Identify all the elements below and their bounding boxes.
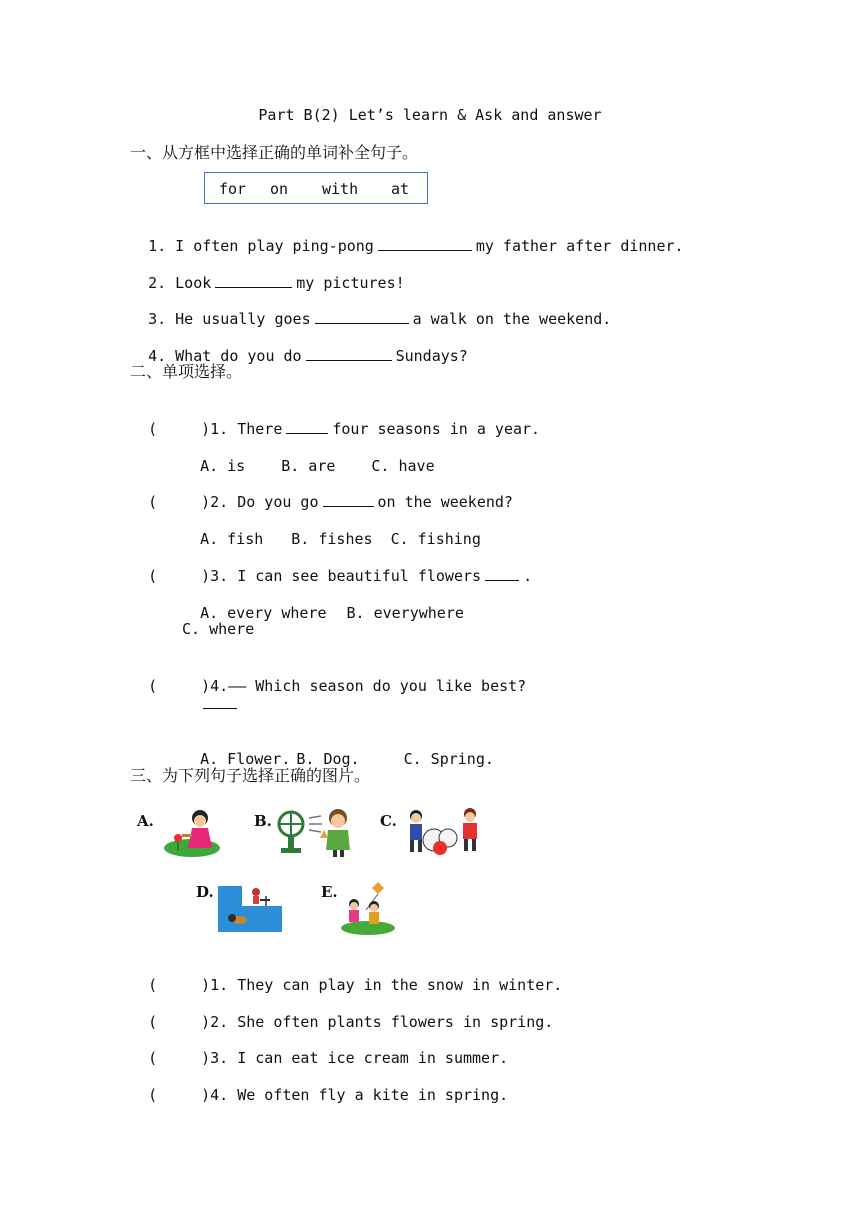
fill-item-1: 1. I often play ping-pong my father after dinner. — [148, 237, 684, 255]
answer-blank[interactable] — [306, 346, 392, 361]
match-question-2: ( )2. She often plants flowers in spring. — [148, 1013, 554, 1031]
word-option: with — [322, 180, 359, 198]
answer-blank — [485, 566, 519, 581]
picture-label-d: D. — [196, 883, 214, 901]
fill-item-3: 3. He usually goes a walk on the weekend. — [148, 310, 612, 328]
swimming-pool-picture — [218, 884, 282, 932]
answer-paren[interactable]: ( — [148, 1086, 158, 1104]
children-snow-picture — [404, 804, 486, 858]
answer-paren[interactable]: ( — [148, 567, 158, 585]
girl-planting-flowers-picture — [162, 804, 222, 860]
options-3: A. every where B. everywhere — [200, 604, 464, 622]
answer-blank[interactable] — [378, 236, 472, 251]
choice-question-3: ( )3. I can see beautiful flowers . — [148, 567, 533, 585]
answer-paren[interactable]: ( — [148, 1049, 158, 1067]
options-3-line2: C. where — [182, 620, 255, 638]
picture-label-a: A. — [137, 812, 154, 830]
match-question-4: ( )4. We often fly a kite in spring. — [148, 1086, 509, 1104]
match-question-3: ( )3. I can eat ice cream in summer. — [148, 1049, 509, 1067]
answer-blank — [323, 492, 374, 507]
answer-paren[interactable]: ( — [148, 976, 158, 994]
fan-ice-cream-picture — [276, 804, 356, 858]
answer-paren[interactable]: ( — [148, 1013, 158, 1031]
fill-item-2: 2. Look my pictures! — [148, 274, 405, 292]
fill-item-4: 4. What do you do Sundays? — [148, 347, 468, 365]
options-4: A. Flower. B. Dog. C. Spring. — [200, 750, 494, 768]
picture-label-c: C. — [380, 812, 397, 830]
answer-blank[interactable] — [215, 273, 292, 288]
answer-blank — [286, 419, 328, 434]
word-option: for — [219, 180, 247, 198]
answer-blank — [203, 708, 237, 709]
answer-paren[interactable]: ( — [148, 493, 158, 511]
page-title: Part B(2) Let’s learn & Ask and answer — [258, 106, 602, 124]
answer-blank[interactable] — [315, 309, 409, 324]
picture-label-e: E. — [321, 883, 338, 901]
choice-question-2: ( )2. Do you go on the weekend? — [148, 493, 513, 511]
section3-heading: 三、为下列句子选择正确的图片。 — [130, 766, 371, 785]
options-1: A. is B. are C. have — [200, 457, 435, 475]
answer-paren[interactable]: ( — [148, 420, 158, 438]
picture-label-b: B. — [254, 812, 272, 830]
word-option: on — [270, 180, 289, 198]
options-2: A. fish B. fishes C. fishing — [200, 530, 481, 548]
word-box — [204, 172, 428, 204]
choice-question-4: ( )4.—— Which season do you like best? — [148, 677, 527, 695]
match-question-1: ( )1. They can play in the snow in winter. — [148, 976, 563, 994]
flying-kite-picture — [340, 880, 396, 936]
section1-heading: 一、从方框中选择正确的单词补全句子。 — [130, 143, 419, 162]
choice-question-1: ( )1. There four seasons in a year. — [148, 420, 541, 438]
section2-heading: 二、单项选择。 — [130, 362, 243, 381]
answer-paren[interactable]: ( — [148, 677, 158, 695]
word-option: at — [391, 180, 410, 198]
